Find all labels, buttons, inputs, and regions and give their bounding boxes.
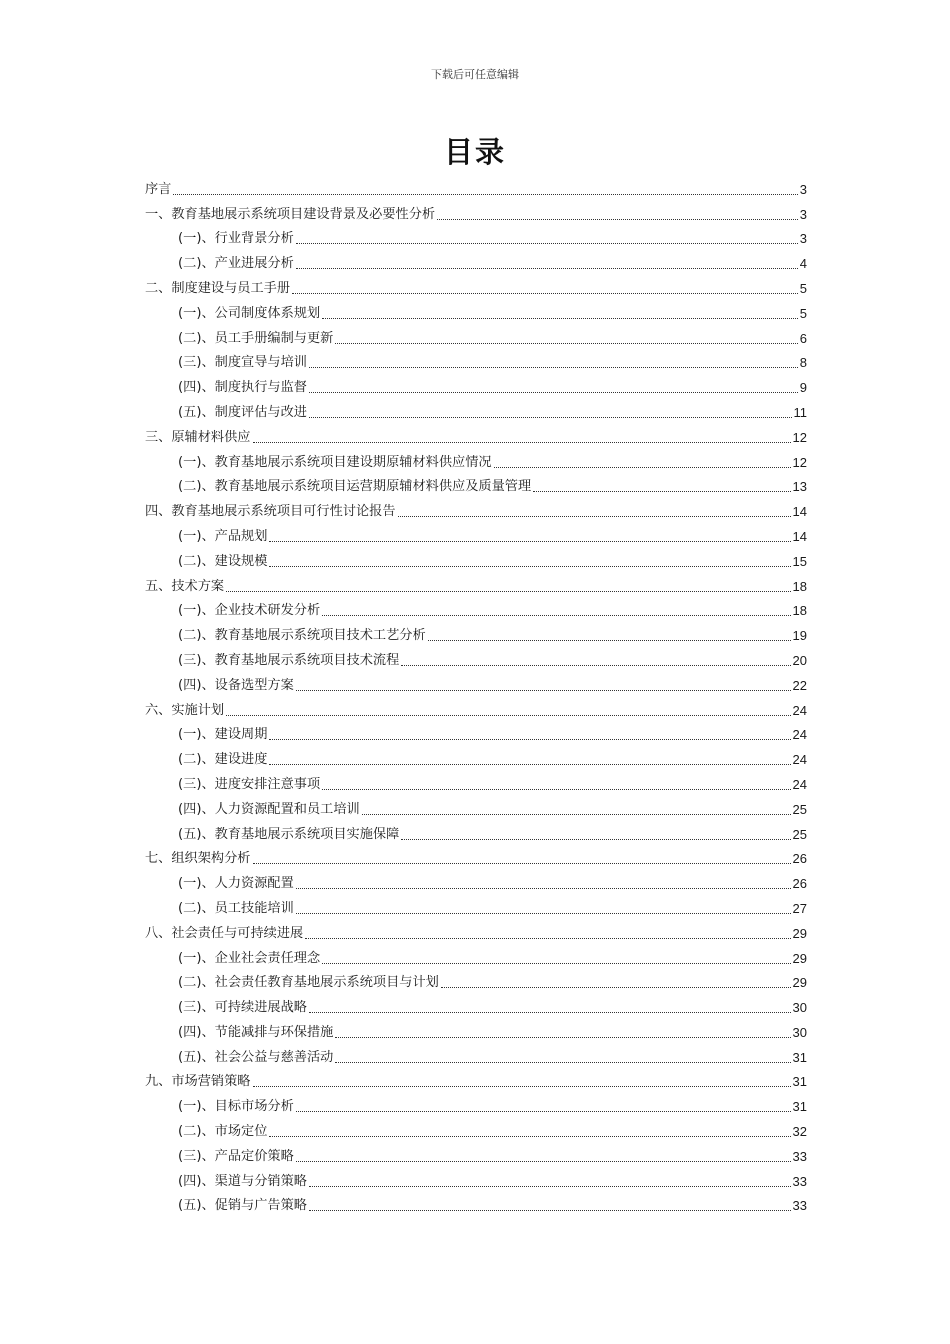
toc-dot-leader: [335, 1061, 790, 1063]
toc-dot-leader: [173, 193, 797, 195]
toc-page-number: 24: [792, 727, 807, 743]
toc-section-entry[interactable]: [145, 1116, 807, 1141]
toc-entry-label: 四、教育基地展示系统项目可行性讨论报告: [145, 504, 396, 520]
toc-dot-leader: [322, 614, 790, 616]
toc-entry-label: (五)、教育基地展示系统项目实施保障: [178, 826, 400, 842]
toc-dot-leader: [401, 664, 790, 666]
toc-page-number: 12: [792, 454, 807, 470]
toc-page-number: 31: [792, 1074, 807, 1090]
toc-page-number: 18: [792, 578, 807, 594]
toc-entry-label: 九、市场营销策略: [145, 1074, 251, 1090]
toc-entry-label: (四)、节能减排与环保措施: [178, 1024, 334, 1040]
toc-dot-leader: [437, 218, 798, 220]
toc-section-entry[interactable]: [145, 397, 807, 422]
toc-page-number: 25: [792, 826, 807, 842]
toc-dot-leader: [335, 342, 797, 344]
toc-page-number: 33: [792, 1198, 807, 1214]
toc-section-entry[interactable]: [145, 620, 807, 645]
toc-entry-label: (四)、制度执行与监督: [178, 380, 307, 396]
toc-entry-label: (二)、建设进度: [178, 752, 268, 768]
toc-entry-label: (一)、行业背景分析: [178, 231, 294, 247]
toc-chapter-entry[interactable]: [145, 571, 807, 596]
toc-dot-leader: [269, 763, 790, 765]
toc-entry-label: (一)、企业社会责任理念: [178, 950, 321, 966]
toc-dot-leader: [253, 441, 791, 443]
toc-chapter-entry[interactable]: [145, 918, 807, 943]
toc-page-number: 18: [792, 603, 807, 619]
toc-entry-label: 二、制度建设与员工手册: [145, 280, 291, 296]
toc-entry-label: (一)、企业技术研发分析: [178, 603, 321, 619]
toc-chapter-entry[interactable]: [145, 273, 807, 298]
toc-section-entry[interactable]: [145, 447, 807, 472]
toc-entry-label: 三、原辅材料供应: [145, 429, 251, 445]
toc-dot-leader: [401, 838, 790, 840]
toc-page-number: 29: [792, 950, 807, 966]
toc-page-number: 29: [792, 925, 807, 941]
toc-entry-label: 八、社会责任与可持续进展: [145, 925, 304, 941]
toc-page-number: 5: [799, 280, 807, 296]
toc-entry-label: 一、教育基地展示系统项目建设背景及必要性分析: [145, 206, 436, 222]
toc-section-entry[interactable]: [145, 968, 807, 993]
toc-page-number: 31: [792, 1049, 807, 1065]
toc-dot-leader: [269, 738, 790, 740]
toc-chapter-entry[interactable]: [145, 174, 807, 199]
toc-entry-label: (一)、产品规划: [178, 528, 268, 544]
toc-page-number: 4: [799, 256, 807, 272]
toc-dot-leader: [309, 1185, 791, 1187]
toc-entry-label: 七、组织架构分析: [145, 851, 251, 867]
toc-entry-label: (二)、教育基地展示系统项目运营期原辅材料供应及质量管理: [178, 479, 532, 495]
toc-entry-label: (二)、员工技能培训: [178, 900, 294, 916]
toc-entry-label: (三)、制度宣导与培训: [178, 355, 307, 371]
toc-entry-label: (一)、人力资源配置: [178, 876, 294, 892]
toc-dot-leader: [398, 515, 791, 517]
toc-dot-leader: [269, 540, 790, 542]
toc-entry-label: (一)、建设周期: [178, 727, 268, 743]
toc-entry-label: (三)、教育基地展示系统项目技术流程: [178, 652, 400, 668]
toc-entry-label: (一)、目标市场分析: [178, 1099, 294, 1115]
toc-dot-leader: [428, 639, 791, 641]
toc-page-number: 27: [792, 900, 807, 916]
toc-section-entry[interactable]: [145, 546, 807, 571]
toc-page-number: 24: [792, 752, 807, 768]
toc-dot-leader: [309, 391, 798, 393]
toc-dot-leader: [335, 1036, 790, 1038]
toc-page-number: 24: [792, 776, 807, 792]
toc-dot-leader: [253, 862, 791, 864]
toc-dot-leader: [305, 937, 790, 939]
toc-entry-label: (二)、市场定位: [178, 1124, 268, 1140]
toc-dot-leader: [296, 1160, 791, 1162]
toc-section-entry[interactable]: [145, 1166, 807, 1191]
toc-entry-label: (三)、可持续进展战略: [178, 1000, 307, 1016]
toc-dot-leader: [494, 466, 791, 468]
toc-dot-leader: [292, 292, 798, 294]
toc-section-entry[interactable]: [145, 298, 807, 323]
toc-section-entry[interactable]: [145, 1191, 807, 1216]
table-of-contents: [145, 174, 807, 1215]
toc-section-entry[interactable]: [145, 472, 807, 497]
toc-section-entry[interactable]: [145, 645, 807, 670]
toc-dot-leader: [362, 813, 791, 815]
toc-page-number: 6: [799, 330, 807, 346]
toc-page-number: 22: [792, 677, 807, 693]
toc-entry-label: (五)、促销与广告策略: [178, 1198, 307, 1214]
toc-dot-leader: [269, 1135, 790, 1137]
toc-page-number: 15: [792, 553, 807, 569]
toc-entry-label: 序言: [145, 181, 172, 197]
toc-page-number: 3: [799, 231, 807, 247]
toc-page-number: 33: [792, 1173, 807, 1189]
toc-section-entry[interactable]: [145, 348, 807, 373]
toc-dot-leader: [309, 1209, 791, 1211]
toc-dot-leader: [226, 590, 790, 592]
toc-dot-leader: [296, 887, 791, 889]
toc-dot-leader: [296, 1110, 791, 1112]
toc-section-entry[interactable]: [145, 596, 807, 621]
toc-page-number: 13: [792, 479, 807, 495]
toc-page-number: 20: [792, 652, 807, 668]
toc-dot-leader: [253, 1085, 791, 1087]
toc-page-number: 30: [792, 1000, 807, 1016]
toc-chapter-entry[interactable]: [145, 844, 807, 869]
toc-dot-leader: [309, 366, 798, 368]
toc-section-entry[interactable]: [145, 794, 807, 819]
toc-dot-leader: [322, 962, 790, 964]
toc-section-entry[interactable]: [145, 224, 807, 249]
toc-entry-label: 五、技术方案: [145, 578, 225, 594]
toc-section-entry[interactable]: [145, 670, 807, 695]
toc-dot-leader: [322, 788, 790, 790]
toc-section-entry[interactable]: [145, 372, 807, 397]
toc-entry-label: (二)、建设规模: [178, 553, 268, 569]
toc-section-entry[interactable]: [145, 769, 807, 794]
toc-page-number: 12: [792, 429, 807, 445]
toc-chapter-entry[interactable]: [145, 1067, 807, 1092]
toc-dot-leader: [226, 714, 790, 716]
header-note: 下载后可任意编辑: [431, 68, 519, 81]
toc-page-number: 11: [793, 404, 807, 420]
toc-page-number: 33: [792, 1148, 807, 1164]
toc-section-entry[interactable]: [145, 521, 807, 546]
toc-chapter-entry[interactable]: [145, 422, 807, 447]
toc-section-entry[interactable]: [145, 1091, 807, 1116]
toc-entry-label: (二)、教育基地展示系统项目技术工艺分析: [178, 628, 426, 644]
toc-page-number: 3: [799, 206, 807, 222]
toc-dot-leader: [309, 416, 792, 418]
toc-dot-leader: [296, 689, 791, 691]
toc-page-number: 9: [799, 380, 807, 396]
toc-page-number: 31: [792, 1099, 807, 1115]
toc-entry-label: (一)、公司制度体系规划: [178, 305, 321, 321]
toc-page-number: 5: [799, 305, 807, 321]
toc-title: 目录: [443, 135, 506, 169]
toc-dot-leader: [269, 565, 790, 567]
toc-entry-label: (五)、制度评估与改进: [178, 404, 307, 420]
toc-entry-label: (四)、人力资源配置和员工培训: [178, 801, 360, 817]
toc-entry-label: (四)、设备选型方案: [178, 677, 294, 693]
toc-entry-label: (一)、教育基地展示系统项目建设期原辅材料供应情况: [178, 454, 492, 470]
toc-dot-leader: [296, 242, 798, 244]
toc-dot-leader: [322, 317, 798, 319]
toc-page-number: 14: [792, 504, 807, 520]
toc-dot-leader: [441, 986, 791, 988]
toc-dot-leader: [309, 1011, 791, 1013]
toc-section-entry[interactable]: [145, 323, 807, 348]
toc-section-entry[interactable]: [145, 1042, 807, 1067]
toc-section-entry[interactable]: [145, 893, 807, 918]
toc-entry-label: (三)、产品定价策略: [178, 1148, 294, 1164]
toc-page-number: 25: [792, 801, 807, 817]
toc-page-number: 14: [792, 528, 807, 544]
toc-section-entry[interactable]: [145, 248, 807, 273]
toc-dot-leader: [296, 267, 798, 269]
toc-section-entry[interactable]: [145, 1017, 807, 1042]
toc-section-entry[interactable]: [145, 943, 807, 968]
toc-page-number: 3: [799, 181, 807, 197]
toc-chapter-entry[interactable]: [145, 695, 807, 720]
toc-page-number: 19: [792, 628, 807, 644]
toc-page-number: 29: [792, 975, 807, 991]
toc-section-entry[interactable]: [145, 1141, 807, 1166]
toc-page-number: 8: [799, 355, 807, 371]
toc-section-entry[interactable]: [145, 720, 807, 745]
toc-chapter-entry[interactable]: [145, 199, 807, 224]
toc-entry-label: (四)、渠道与分销策略: [178, 1173, 307, 1189]
toc-entry-label: (三)、进度安排注意事项: [178, 776, 321, 792]
toc-section-entry[interactable]: [145, 744, 807, 769]
toc-entry-label: (二)、社会责任教育基地展示系统项目与计划: [178, 975, 439, 991]
toc-page-number: 26: [792, 851, 807, 867]
toc-page-number: 24: [792, 702, 807, 718]
toc-page-number: 26: [792, 876, 807, 892]
toc-dot-leader: [296, 912, 791, 914]
toc-entry-label: (二)、员工手册编制与更新: [178, 330, 334, 346]
toc-dot-leader: [533, 490, 790, 492]
toc-page-number: 30: [792, 1024, 807, 1040]
toc-section-entry[interactable]: [145, 992, 807, 1017]
toc-chapter-entry[interactable]: [145, 496, 807, 521]
toc-entry-label: 六、实施计划: [145, 702, 225, 718]
toc-section-entry[interactable]: [145, 868, 807, 893]
toc-entry-label: (五)、社会公益与慈善活动: [178, 1049, 334, 1065]
toc-section-entry[interactable]: [145, 819, 807, 844]
toc-page-number: 32: [792, 1124, 807, 1140]
toc-entry-label: (二)、产业进展分析: [178, 256, 294, 272]
